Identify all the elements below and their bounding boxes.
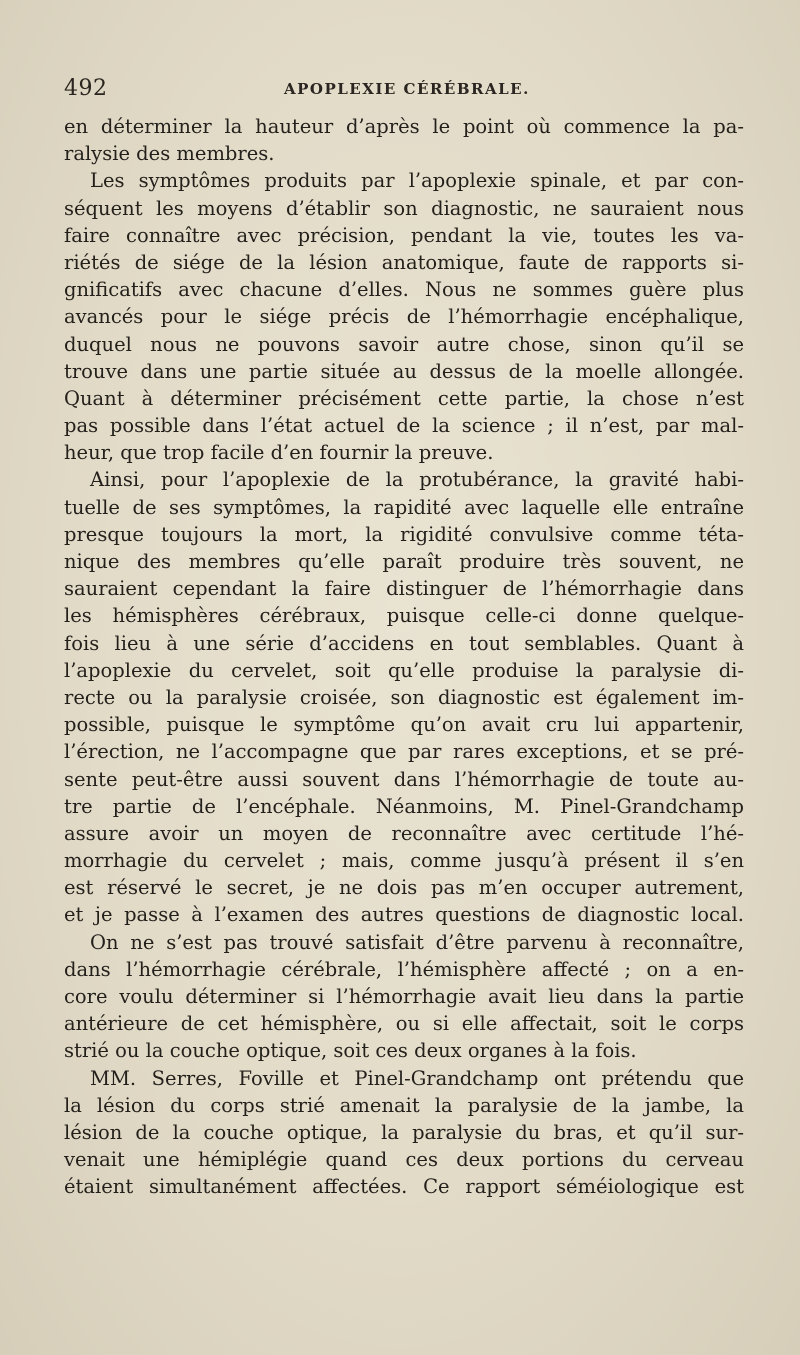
text-line: fois lieu à une série d’accidens en tout semblables. Quant à xyxy=(64,631,744,655)
text-line: trouve dans une partie située au dessus de la moelle allongée. xyxy=(64,359,744,383)
page-header xyxy=(64,76,744,104)
text-line: pas possible dans l’état actuel de la science ; il n’est, par mal- xyxy=(64,414,744,438)
text-line: ralysie des membres. xyxy=(64,142,275,166)
text-line: sente peut-être aussi souvent dans l’hémorrhagie de toute au- xyxy=(64,767,744,791)
paragraph xyxy=(64,1065,744,1201)
text-line: On ne s’est pas trouvé satisfait d’être parvenu à reconnaître, xyxy=(90,930,744,954)
body-text xyxy=(64,113,744,1201)
text-line: antérieure de cet hémisphère, ou si elle affectait, soit le corps xyxy=(64,1012,744,1036)
paragraph xyxy=(64,113,744,167)
text-line: l’érection, ne l’accompagne que par rares exceptions, et se pré- xyxy=(64,740,744,764)
text-line: presque toujours la mort, la rigidité convulsive comme téta- xyxy=(64,522,744,546)
text-line: tre partie de l’encéphale. Néanmoins, M. Pinel-Grandchamp xyxy=(64,794,744,818)
text-line: MM. Serres, Foville et Pinel-Grandchamp ont prétendu que xyxy=(90,1066,744,1090)
text-line: étaient simultanément affectées. Ce rapport séméiologique est xyxy=(64,1175,744,1199)
text-line: morrhagie du cervelet ; mais, comme jusqu’à présent il s’en xyxy=(64,849,744,873)
text-line: recte ou la paralysie croisée, son diagnostic est également im- xyxy=(64,685,744,709)
text-line: l’apoplexie du cervelet, soit qu’elle produise la paralysie di- xyxy=(64,658,744,682)
text-line: avancés pour le siége précis de l’hémorrhagie encéphalique, xyxy=(64,305,744,329)
text-line: core voulu déterminer si l’hémorrhagie avait lieu dans la partie xyxy=(64,985,744,1008)
text-line: et je passe à l’examen des autres questions de diagnostic local. xyxy=(64,903,744,927)
text-line: heur, que trop facile d’en fournir la preuve. xyxy=(64,441,494,465)
text-line: est réservé le secret, je ne dois pas m’en occuper autrement, xyxy=(64,876,744,900)
text-line: strié ou la couche optique, soit ces deux organes à la fois. xyxy=(64,1039,637,1063)
text-line: nique des membres qu’elle paraît produire très souvent, ne xyxy=(64,550,744,573)
page-number: 492 xyxy=(64,76,108,101)
text-line: venait une hémiplégie quand ces deux portions du cerveau xyxy=(64,1148,744,1172)
running-title: APOPLEXIE CÉRÉBRALE. xyxy=(284,80,530,98)
text-line: Quant à déterminer précisément cette partie, la chose n’est xyxy=(64,386,744,410)
text-line: la lésion du corps strié amenait la paralysie de la jambe, la xyxy=(64,1093,744,1117)
text-line: dans l’hémorrhagie cérébrale, l’hémisphère affecté ; on a en- xyxy=(64,957,744,981)
paragraph xyxy=(64,929,744,1065)
text-line: séquent les moyens d’établir son diagnostic, ne sauraient nous xyxy=(64,196,744,220)
text-line: Les symptômes produits par l’apoplexie spinale, et par con- xyxy=(90,169,744,193)
text-line: sauraient cependant la faire distinguer de l’hémorrhagie dans xyxy=(64,577,744,601)
text-line: Ainsi, pour l’apoplexie de la protubérance, la gravité habi- xyxy=(90,468,744,492)
text-line: lésion de la couche optique, la paralysie du bras, et qu’il sur- xyxy=(64,1120,744,1144)
text-line: les hémisphères cérébraux, puisque celle-ci donne quelque- xyxy=(64,604,744,628)
text-line: en déterminer la hauteur d’après le point où commence la pa- xyxy=(64,115,744,138)
text-line: assure avoir un moyen de reconnaître avec certitude l’hé- xyxy=(64,821,744,845)
text-line: faire connaître avec précision, pendant la vie, toutes les va- xyxy=(64,223,744,247)
text-line: tuelle de ses symptômes, la rapidité avec laquelle elle entraîne xyxy=(64,495,744,519)
text-line: duquel nous ne pouvons savoir autre chose, sinon qu’il se xyxy=(64,332,744,356)
paragraph xyxy=(64,466,744,928)
text-line: possible, puisque le symptôme qu’on avait cru lui appartenir, xyxy=(64,713,744,737)
text-line: riétés de siége de la lésion anatomique, faute de rapports si- xyxy=(64,250,744,274)
text-line: gnificatifs avec chacune d’elles. Nous ne sommes guère plus xyxy=(64,278,744,302)
paragraph xyxy=(64,167,744,466)
